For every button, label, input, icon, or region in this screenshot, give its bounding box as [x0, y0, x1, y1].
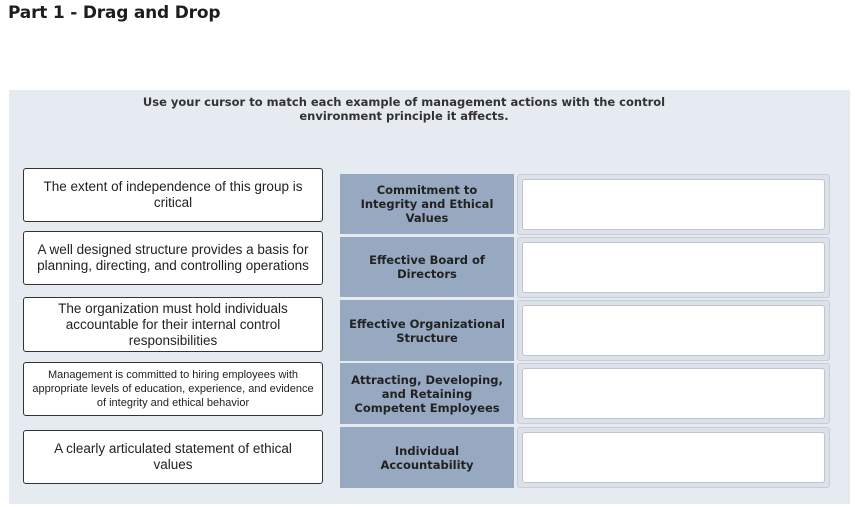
principle-label: Effective Board of Directors [340, 237, 514, 297]
drop-zone-frame [517, 174, 830, 235]
drop-zone[interactable] [522, 432, 825, 483]
principle-label: Attracting, Developing, and Retaining Competent Employees [340, 363, 514, 424]
draggable-card[interactable]: A clearly articulated statement of ethical values [23, 430, 323, 484]
principle-label: Commitment to Integrity and Ethical Values [340, 174, 514, 234]
principle-label: Effective Organizational Structure [340, 300, 514, 361]
drop-zone[interactable] [522, 179, 825, 230]
drop-zone-frame [517, 300, 830, 361]
principle-label: Individual Accountability [340, 427, 514, 488]
page-title: Part 1 - Drag and Drop [8, 3, 221, 23]
draggable-card[interactable]: Management is committed to hiring employees with appropriate levels of education, experience, and evidence of integrity and ethical behavior [23, 362, 323, 416]
draggable-card[interactable]: The organization must hold individuals accountable for their internal control responsibilities [23, 297, 323, 352]
drop-zone-frame [517, 363, 830, 424]
draggable-card[interactable]: The extent of independence of this group is critical [23, 168, 323, 222]
drop-zone[interactable] [522, 368, 825, 419]
drop-zone-frame [517, 237, 830, 298]
drop-zone[interactable] [522, 242, 825, 293]
drag-drop-panel [9, 90, 850, 504]
drop-zone[interactable] [522, 305, 825, 356]
instructions-text: Use your cursor to match each example of management actions with the control environment principle it affects. [142, 95, 666, 123]
draggable-card[interactable]: A well designed structure provides a basis for planning, directing, and controlling operations [23, 231, 323, 285]
drop-zone-frame [517, 427, 830, 488]
